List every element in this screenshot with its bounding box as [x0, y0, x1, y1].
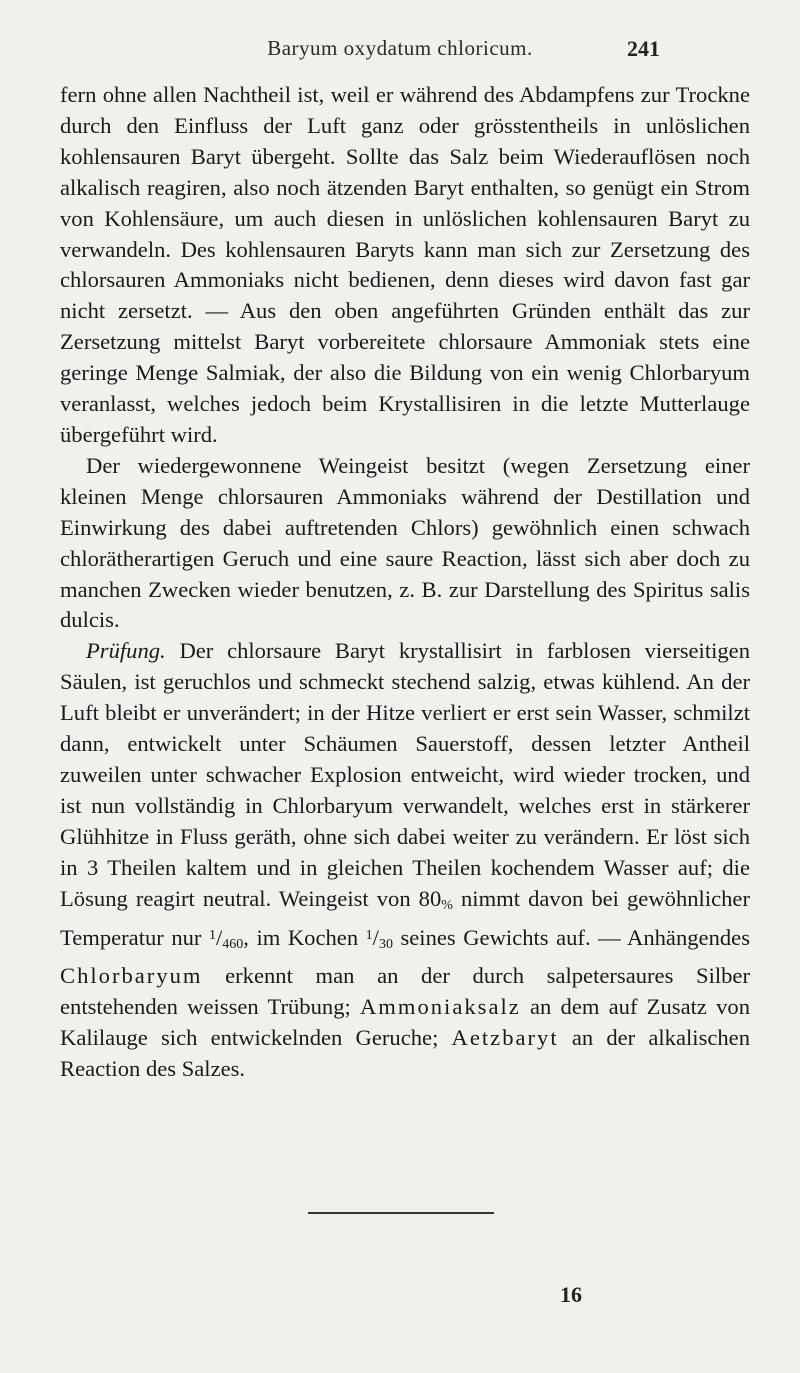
section-divider	[308, 1212, 494, 1214]
paragraph-3-part-b: nimmt davon bei gewöhnlicher Temperatur nur	[60, 885, 750, 951]
paragraph-2: Der wiedergewonnene Weingeist besitzt (wegen Zersetzung einer kleinen Menge chlorsauren Ammoniaks während der Destillation und Einwirkung des dabei auftretenden Chlors) gewöhnlich einen schwach chlorätherartigen Geruch und eine saure Reaction, lässt sich aber doch zu manchen Zwecken wieder benutzen, z. B. zur Darstellung des Spiritus salis dulcis.	[60, 452, 750, 633]
body-text	[60, 80, 750, 1085]
paragraph-3-part-c: , im Kochen	[243, 925, 366, 951]
term-chlorbaryum: Chlorbaryum	[60, 963, 203, 989]
paragraph-3-part-a: Der chlorsaure Baryt krystallisirt in farblosen vierseitigen Säulen, ist geruchlos und schmeckt stechend salzig, etwas kühlend. An der Luft bleibt er unverändert; in der Hitze verliert er erst sein Wasser, schmilzt dann, entwickelt unter Schäumen Sauerstoff, dessen letzter Antheil zuweilen unter schwacher Explosion entweicht, wird wieder trocken, und ist nun vollständig in Chlorbaryum verwandelt, welches erst in stärkerer Glühhitze in Fluss geräth, ohne sich dabei weiter zu verändern. Er löst sich in 3 Theilen kaltem und in gleichen Theilen kochendem Wasser auf; die Lösung reagirt neutral. Weingeist von 80	[60, 638, 750, 911]
paragraph-3-part-f: an dem auf Zusatz von Kalilauge sich entwickelnden Geruche;	[60, 994, 750, 1051]
term-aetzbaryt: Aetzbaryt	[451, 1025, 559, 1051]
paragraph-3	[60, 636, 750, 1085]
term-ammoniaksalz: Ammoniaksalz	[359, 994, 521, 1020]
fraction-1-460: $^1/_{460}$	[209, 925, 244, 953]
page-header	[0, 36, 800, 66]
fraction-1-30: $^1/_{30}$	[365, 925, 393, 953]
paragraph-3-part-g: an der alkalischen Reaction des Salzes.	[60, 1025, 751, 1082]
paragraph-3-part-d: seines Gewichts auf. — Anhängendes	[392, 925, 750, 951]
paragraph-1: fern ohne allen Nachtheil ist, weil er während des Abdampfens zur Trockne durch den Einfluss der Luft ganz oder grösstentheils in unlöslichen kohlensauren Baryt übergeht. Sollte das Salz beim Wiederauflösen noch alkalisch reagiren, also noch ätzenden Baryt enthalten, so genügt ein Strom von Kohlensäure, um auch diesen in unlöslichen kohlensauren Baryt zu verwandeln. Des kohlensauren Baryts kann man sich zur Zersetzung des chlorsauren Ammoniaks nicht bedienen, denn dieses wird davon fast gar nicht zersetzt. — Aus den oben angeführten Gründen enthält das zur Zersetzung mittelst Baryt vorbereitete chlorsaure Ammoniak stets eine geringe Menge Salmiak, der also die Bildung von ein wenig Chlorbaryum veranlasst, welches jedoch beim Krystallisiren in die letzte Mutterlauge übergeführt wird.	[60, 82, 750, 447]
section-lead-pruefung: Prüfung.	[86, 638, 166, 664]
page-number: 241	[627, 36, 660, 61]
paragraph-3-part-e: erkennt man an der durch salpetersaures Silber entstehenden weissen Trübung;	[60, 963, 750, 1020]
running-title: Baryum oxydatum chloricum.	[267, 36, 533, 60]
printer-signature: 16	[560, 1282, 582, 1307]
percent-sign: %	[441, 897, 453, 913]
